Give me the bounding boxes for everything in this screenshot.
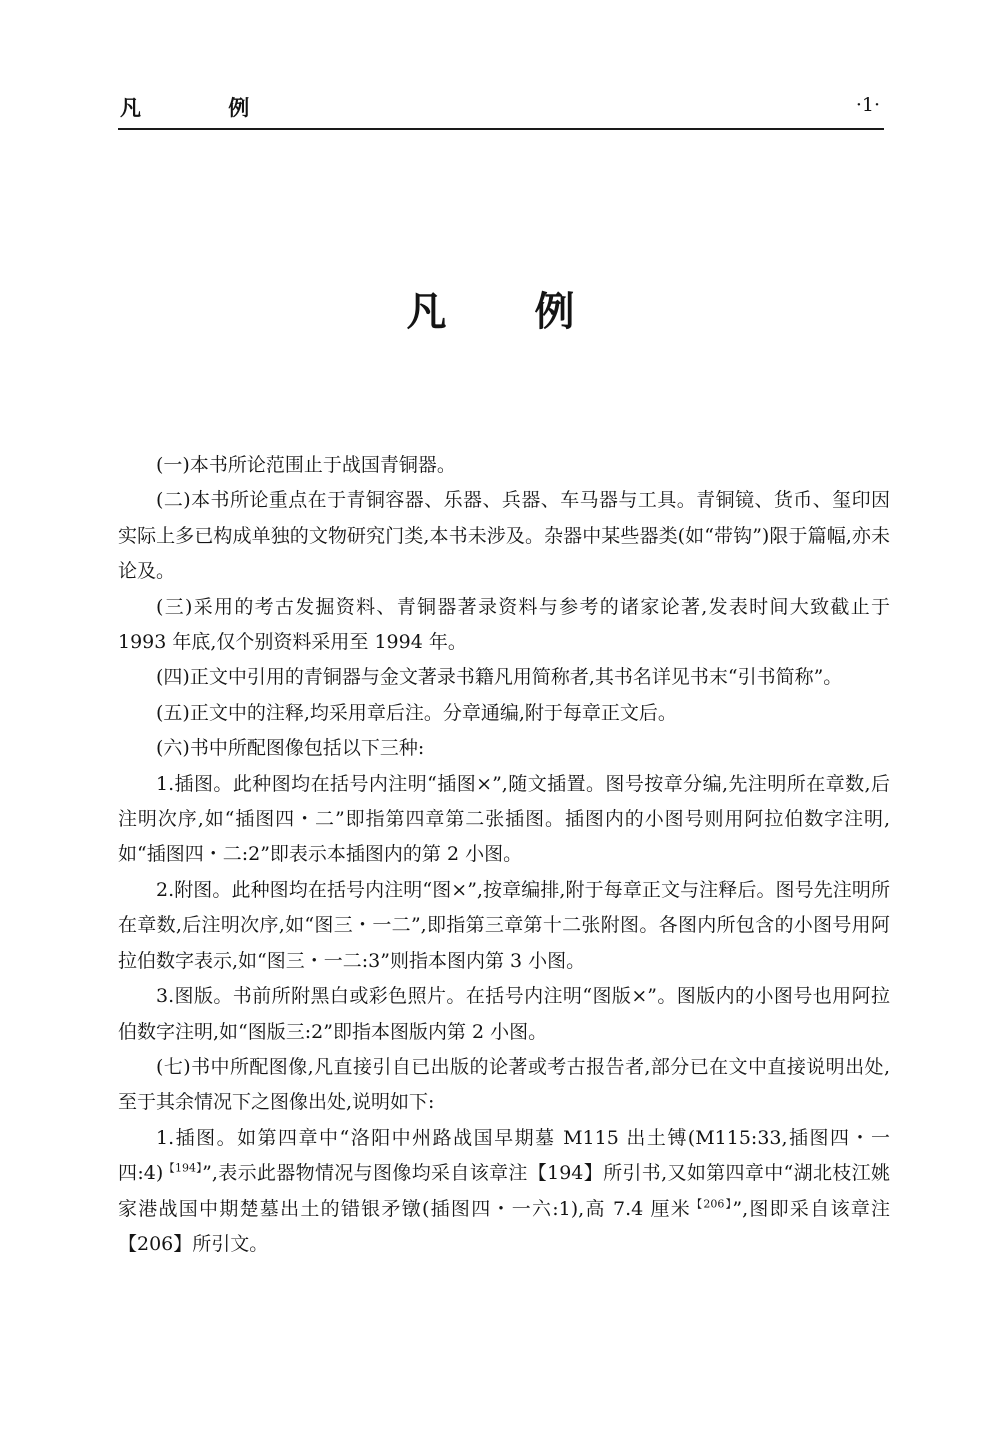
paragraph: 1.插图。此种图均在括号内注明“插图×”,随文插置。图号按章分编,先注明所在章数,后注明次序,如“插图四・二”即指第四章第二张插图。插图内的小图号则用阿拉伯数字注明,如“插图四・二:2”即表示本插图内的第 2 小图。 (118, 772, 890, 866)
paragraph-part: ”,表示此器物情况与图像均采自该章注【194】所引书,又如第四章中“湖北枝江姚家港战国中期楚墓出土的错银矛镦(插图四・一六:1),高 7.4 厘米 (118, 1162, 890, 1220)
paragraph: 2.附图。此种图均在括号内注明“图×”,按章编排,附于每章正文与注释后。图号先注明所在章数,后注明次序,如“图三・一二”,即指第三章第十二张附图。各图内所包含的小图号用阿拉伯数字表示,如“图三・一二:3”则指本图内第 3 小图。 (118, 878, 890, 972)
body-text (118, 448, 890, 1262)
paragraph: (三)采用的考古发掘资料、青铜器著录资料与参考的诸家论著,发表时间大致截止于 1993 年底,仅个别资料采用至 1994 年。 (118, 595, 890, 654)
paragraph: (四)正文中引用的青铜器与金文著录书籍凡用简称者,其书名详见书末“引书简称”。 (156, 666, 843, 689)
paragraph: (六)书中所配图像包括以下三种: (156, 737, 425, 760)
page-title: 凡例 (406, 288, 663, 335)
paragraph: 3.图版。书前所附黑白或彩色照片。在括号内注明“图版×”。图版内的小图号也用阿拉伯数字注明,如“图版三:2”即指本图版内第 2 小图。 (118, 985, 890, 1043)
paragraph: (五)正文中的注释,均采用章后注。分章通编,附于每章正文后。 (156, 701, 677, 724)
paragraph-with-notes (118, 1121, 890, 1263)
running-header (118, 92, 884, 130)
paragraph-part: ”,图即采自该章注【206】所引文。 (118, 1197, 890, 1255)
paragraph: (七)书中所配图像,凡直接引自已出版的论著或考古报告者,部分已在文中直接说明出处,至于其余情况下之图像出处,说明如下: (118, 1055, 890, 1114)
paragraph: (一)本书所论范围止于战国青铜器。 (156, 454, 456, 476)
footnote-ref: 【206】 (691, 1197, 733, 1211)
page-number: ·1· (855, 94, 880, 116)
paragraph-part: 1.插图。如第四章中“洛阳中州路战国早期墓 M115 出土镈(M115:33,插图四・一四:4) (118, 1126, 890, 1185)
header-title: 凡 例 (120, 95, 290, 120)
paragraph: (二)本书所论重点在于青铜容器、乐器、兵器、车马器与工具。青铜镜、货币、玺印因实际上多已构成单独的文物研究门类,本书未涉及。杂器中某些器类(如“带钩”)限于篇幅,亦未论及。 (118, 489, 890, 583)
footnote-ref: 【194】 (163, 1161, 203, 1175)
